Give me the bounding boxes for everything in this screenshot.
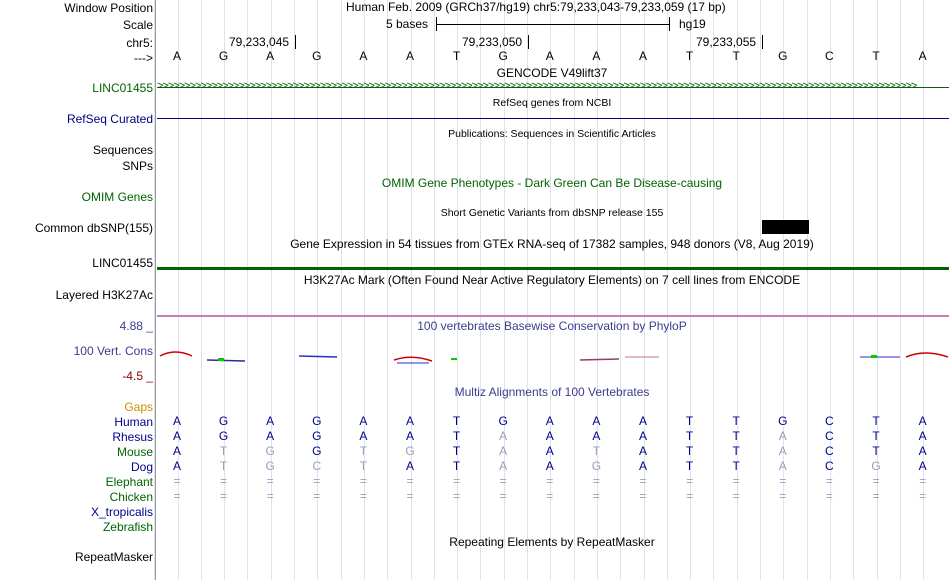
alignment-base: = — [220, 489, 228, 503]
alignment-base: T — [219, 444, 228, 458]
alignment-base: T — [592, 444, 601, 458]
refseq-gene-line[interactable] — [157, 118, 949, 119]
alignment-base: A — [405, 459, 414, 473]
base-letter[interactable]: T — [872, 49, 880, 63]
coord-label-1: 79,233,045 — [229, 35, 290, 49]
alignment-base: A — [545, 459, 554, 473]
alignment-base: T — [732, 414, 740, 428]
alignment-base: G — [312, 444, 322, 458]
alignment-base: A — [499, 444, 508, 458]
alignment-base: T — [732, 444, 740, 458]
alignment-base: = — [686, 474, 694, 488]
alignment-base: T — [685, 444, 694, 458]
base-letter[interactable]: A — [638, 49, 647, 63]
alignment-base: A — [592, 429, 601, 443]
base-letter[interactable]: G — [218, 49, 229, 63]
alignment-base: A — [918, 429, 927, 443]
phylop-peak-1 — [160, 352, 192, 356]
dbsnp-variant-block[interactable] — [762, 220, 809, 234]
species-label[interactable]: Zebrafish — [102, 520, 153, 534]
alignment-base: C — [312, 459, 322, 473]
species-label[interactable]: Rhesus — [112, 430, 153, 444]
chrom-label[interactable]: chr5: — [126, 36, 153, 50]
alignment-base: = — [919, 489, 927, 503]
alignment-base: = — [453, 474, 461, 488]
base-letter[interactable]: A — [359, 49, 368, 63]
sequences-track-label[interactable]: Sequences — [92, 143, 153, 157]
alignment-base: A — [405, 429, 414, 443]
alignment-base: A — [172, 429, 181, 443]
gencode-strand-chevrons: >>>>>>>>>>>>>>>>>>>>>>>>>>>>>>>>>>>>>>>>>>>>>>>>>>>>>>>>>>>>>>>>>>>>>>>>>>>>>>>>>>>>>>>>>>>>>>>>>>>>>>>>>>>>>>>>>>>>>>>>>>>>>>>>>>>>>>>>>>>> — [157, 80, 917, 92]
alignment-base: A — [499, 429, 508, 443]
alignment-base: A — [778, 444, 787, 458]
alignment-base: C — [825, 429, 834, 443]
alignment-base: = — [266, 474, 274, 488]
alignment-base: = — [919, 474, 927, 488]
base-letter[interactable]: T — [685, 49, 694, 63]
gtex-track-title: Gene Expression in 54 tissues from GTEx RNA-seq of 17382 samples, 948 donors (V8, Aug 2019) — [290, 237, 814, 251]
alignment-base: C — [825, 459, 834, 473]
alignment-base: A — [592, 414, 601, 428]
phylop-dip-2 — [299, 356, 337, 357]
scale-bar-left-tick — [436, 17, 437, 31]
alignment-base: A — [638, 444, 647, 458]
gaps-track-label[interactable]: Gaps — [124, 400, 153, 414]
alignment-base: T — [872, 429, 880, 443]
phylop-peak-2 — [394, 357, 432, 361]
alignment-base: A — [545, 429, 554, 443]
alignment-base: G — [265, 444, 275, 458]
phylop-dip-4 — [580, 359, 619, 360]
alignment-base: = — [359, 489, 367, 503]
alignment-base: A — [918, 414, 927, 428]
species-label[interactable]: X_tropicalis — [90, 505, 153, 519]
alignment-base: A — [778, 429, 787, 443]
alignment-base: G — [591, 459, 602, 473]
base-letter[interactable]: T — [452, 49, 461, 63]
window-position-value: Human Feb. 2009 (GRCh37/hg19) chr5:79,233,043-79,233,059 (17 bp) — [346, 0, 726, 14]
alignment-base: A — [266, 429, 275, 443]
gtex-track-label[interactable]: LINC01455 — [92, 256, 153, 270]
alignment-base: A — [499, 459, 508, 473]
scale-label[interactable]: Scale — [122, 18, 153, 32]
alignment-base: = — [639, 489, 647, 503]
scale-assembly: hg19 — [679, 17, 706, 31]
alignment-base: G — [218, 429, 229, 443]
phylop-green-mark-3 — [871, 355, 877, 358]
window-position-label[interactable]: Window Position — [64, 1, 153, 15]
alignment-base: = — [592, 489, 600, 503]
scale-bar — [436, 24, 669, 25]
alignment-base: = — [546, 489, 554, 503]
repeatmasker-track-label[interactable]: RepeatMasker — [74, 550, 153, 564]
alignment-base: G — [871, 459, 881, 473]
alignment-base: A — [638, 429, 647, 443]
alignment-base: = — [825, 489, 833, 503]
h3k27ac-track-title: H3K27Ac Mark (Often Found Near Active Regulatory Elements) on 7 cell lines from ENCODE — [303, 273, 801, 287]
grid-line — [154, 0, 155, 580]
alignment-base: T — [685, 429, 694, 443]
alignment-base: A — [172, 414, 181, 428]
coord-tick-2 — [528, 35, 529, 49]
alignment-base: T — [452, 459, 461, 473]
alignment-base: = — [872, 474, 880, 488]
alignment-base: = — [592, 474, 600, 488]
phylop-green-mark-1 — [218, 358, 224, 361]
gtex-gene-bar[interactable] — [157, 267, 949, 270]
alignment-base: = — [220, 474, 228, 488]
gencode-track-title: GENCODE V49lift37 — [496, 66, 608, 80]
alignment-base: T — [872, 444, 880, 458]
base-letter[interactable]: G — [498, 49, 508, 63]
alignment-base: = — [313, 489, 321, 503]
alignment-base: A — [172, 459, 181, 473]
alignment-base: T — [685, 459, 694, 473]
gencode-track-label[interactable]: LINC01455 — [92, 81, 153, 95]
alignment-base: G — [265, 459, 275, 473]
alignment-base: = — [686, 489, 694, 503]
alignment-base: = — [359, 474, 367, 488]
coord-label-3: 79,233,055 — [696, 35, 757, 49]
alignment-base: = — [313, 474, 321, 488]
alignment-base: A — [172, 444, 181, 458]
alignment-base: G — [498, 414, 508, 428]
snps-track-label[interactable]: SNPs — [122, 159, 153, 173]
alignment-base: = — [779, 474, 787, 488]
alignment-base: A — [638, 459, 647, 473]
alignment-base: T — [452, 414, 461, 428]
alignment-base: T — [219, 459, 228, 473]
alignment-base: = — [266, 489, 274, 503]
alignment-base: A — [266, 414, 275, 428]
dbsnp-track-label[interactable]: Common dbSNP(155) — [34, 221, 153, 235]
refseq-track-label[interactable]: RefSeq Curated — [66, 112, 153, 126]
alignment-base: A — [545, 414, 554, 428]
alignment-base: A — [359, 429, 368, 443]
alignment-base: = — [732, 474, 740, 488]
base-letter[interactable]: A — [918, 49, 927, 63]
alignment-base: T — [452, 429, 461, 443]
phylop-max-label: 4.88 _ — [119, 319, 153, 333]
alignment-base: = — [779, 489, 787, 503]
alignment-base: = — [639, 474, 647, 488]
alignment-base: C — [825, 414, 834, 428]
alignment-base: G — [312, 429, 322, 443]
alignment-base: G — [218, 414, 229, 428]
alignment-base: A — [778, 459, 787, 473]
phylop-green-mark-2 — [451, 358, 457, 360]
alignment-base: C — [825, 444, 834, 458]
alignment-base: = — [406, 489, 414, 503]
repeatmasker-track-title: Repeating Elements by RepeatMasker — [449, 535, 655, 549]
strand-label[interactable]: ---> — [134, 51, 153, 65]
alignment-base: A — [918, 459, 927, 473]
omim-track-label[interactable]: OMIM Genes — [81, 190, 153, 204]
phylop-peak-3 — [906, 353, 948, 357]
alignment-base: A — [359, 414, 368, 428]
alignment-base: = — [499, 474, 507, 488]
alignment-base: G — [778, 414, 788, 428]
species-label[interactable]: Dog — [130, 460, 153, 474]
species-label[interactable]: Elephant — [105, 475, 153, 489]
h3k27ac-signal-line — [157, 315, 949, 317]
coord-tick-1 — [295, 35, 296, 49]
alignment-base: T — [685, 414, 694, 428]
alignment-base: T — [732, 459, 740, 473]
h3k27ac-track-label[interactable]: Layered H3K27Ac — [55, 288, 153, 302]
base-letter[interactable]: A — [545, 49, 554, 63]
alignment-base: T — [872, 414, 880, 428]
species-label[interactable]: Mouse — [116, 445, 153, 459]
base-letter[interactable]: A — [592, 49, 601, 63]
phylop-min-label: -4.5 _ — [122, 369, 153, 383]
alignment-base: G — [312, 414, 322, 428]
alignment-base: A — [638, 414, 647, 428]
alignment-base: A — [405, 414, 414, 428]
alignment-base: = — [546, 474, 554, 488]
base-letter[interactable]: A — [266, 49, 275, 63]
species-label[interactable]: Chicken — [109, 490, 153, 504]
alignment-base: = — [499, 489, 507, 503]
phylop-track-label[interactable]: 100 Vert. Cons — [73, 344, 153, 358]
omim-track-title: OMIM Gene Phenotypes - Dark Green Can Be Disease-causing — [381, 176, 723, 190]
alignment-base: = — [173, 489, 181, 503]
base-letter[interactable]: A — [405, 49, 414, 63]
alignment-base: T — [359, 459, 368, 473]
alignment-base: T — [452, 444, 461, 458]
alignment-base: T — [732, 429, 740, 443]
alignment-base: = — [732, 489, 740, 503]
coord-label-2: 79,233,050 — [462, 35, 523, 49]
phylop-wiggle — [157, 340, 949, 370]
coord-tick-3 — [762, 35, 763, 49]
alignment-base: A — [918, 444, 927, 458]
publications-track-title: Publications: Sequences in Scientific Articles — [448, 128, 656, 140]
phylop-dip-1 — [207, 360, 245, 361]
multiz-track-title: Multiz Alignments of 100 Vertebrates — [454, 385, 650, 399]
base-letter[interactable]: A — [172, 49, 181, 63]
base-letter[interactable]: T — [732, 49, 740, 63]
base-letter[interactable]: G — [312, 49, 322, 63]
phylop-track-title: 100 vertebrates Basewise Conservation by PhyloP — [417, 319, 687, 333]
refseq-track-title: RefSeq genes from NCBI — [492, 97, 612, 109]
alignment-base: A — [545, 444, 554, 458]
alignment-base: = — [406, 474, 414, 488]
species-label[interactable]: Human — [114, 415, 153, 429]
dbsnp-track-title: Short Genetic Variants from dbSNP release 155 — [440, 207, 664, 219]
alignment-base: T — [359, 444, 368, 458]
alignment-base: = — [453, 489, 461, 503]
alignment-base: = — [173, 474, 181, 488]
base-letter[interactable]: G — [778, 49, 788, 63]
alignment-base: G — [405, 444, 415, 458]
scale-value: 5 bases — [386, 17, 429, 31]
base-letter[interactable]: C — [825, 49, 834, 63]
scale-bar-right-tick — [669, 17, 670, 31]
alignment-base: = — [825, 474, 833, 488]
alignment-base: = — [872, 489, 880, 503]
